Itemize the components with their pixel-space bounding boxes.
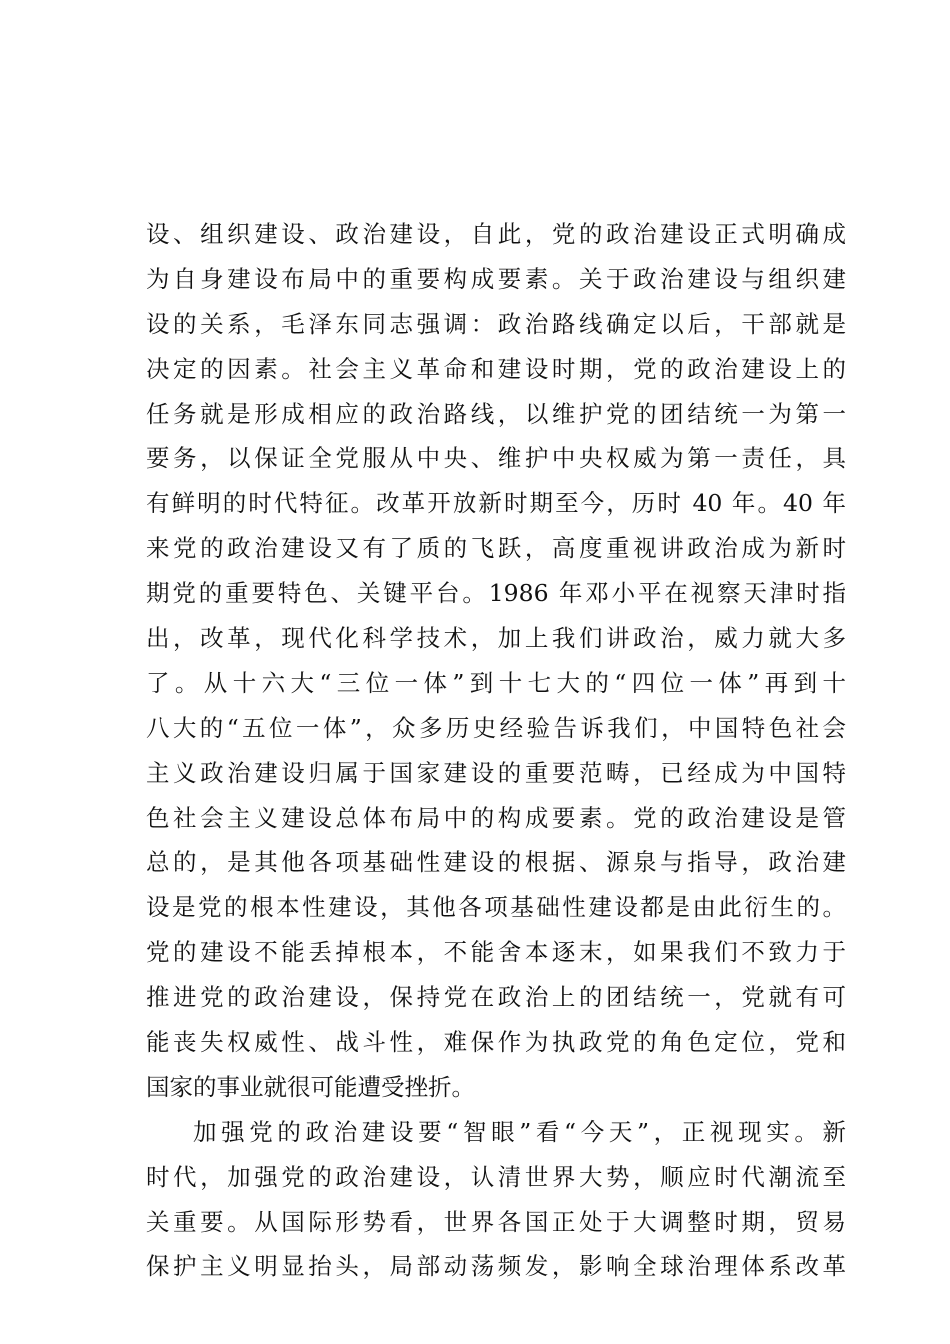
text-line: 任务就是形成相应的政治路线，以维护党的团结统一为第一	[146, 399, 846, 428]
text-line: 设是党的根本性建设，其他各项基础性建设都是由此衍生的。	[146, 893, 846, 922]
text-line: 决定的因素。社会主义革命和建设时期，党的政治建设上的	[146, 354, 846, 383]
text-line: 期党的重要特色、关键平台。1986 年邓小平在视察天津时指	[146, 579, 846, 608]
text-line: 了。从十六大“三位一体”到十七大的“四位一体”再到十	[146, 668, 846, 697]
text-line: 色社会主义建设总体布局中的构成要素。党的政治建设是管	[146, 803, 846, 832]
text-line: 推进党的政治建设，保持党在政治上的团结统一，党就有可	[146, 983, 846, 1012]
text-line: 要务，以保证全党服从中央、维护中央权威为第一责任，具	[146, 444, 846, 473]
paragraph-1	[146, 212, 846, 1110]
text-line: 主义政治建设归属于国家建设的重要范畴，已经成为中国特	[146, 758, 846, 787]
text-line: 设的关系，毛泽东同志强调：政治路线确定以后，干部就是	[146, 309, 846, 338]
text-line: 为自身建设布局中的重要构成要素。关于政治建设与组织建	[146, 264, 846, 293]
text-line: 八大的“五位一体”，众多历史经验告诉我们，中国特色社会	[146, 713, 846, 742]
text-line: 国家的事业就很可能遭受挫折。	[146, 1072, 475, 1101]
text-line: 加强党的政治建设要“智眼”看“今天”，正视现实。新	[193, 1117, 846, 1146]
text-line: 来党的政治建设又有了质的飞跃，高度重视讲政治成为新时	[146, 534, 846, 563]
text-line: 关重要。从国际形势看，世界各国正处于大调整时期，贸易	[146, 1207, 846, 1236]
paragraph-2	[146, 1110, 846, 1290]
text-line: 保护主义明显抬头，局部动荡频发，影响全球治理体系改革	[146, 1252, 846, 1281]
text-line: 设、组织建设、政治建设，自此，党的政治建设正式明确成	[146, 220, 846, 248]
body-text	[146, 212, 846, 1289]
text-line: 时代，加强党的政治建设，认清世界大势，顺应时代潮流至	[146, 1162, 846, 1191]
text-line: 出，改革，现代化科学技术，加上我们讲政治，威力就大多	[146, 624, 846, 653]
text-line: 党的建设不能丢掉根本，不能舍本逐末，如果我们不致力于	[146, 938, 846, 967]
text-line: 能丧失权威性、战斗性，难保作为执政党的角色定位，党和	[146, 1028, 846, 1057]
text-line: 有鲜明的时代特征。改革开放新时期至今，历时 40 年。40 年	[146, 489, 846, 518]
text-line: 总的，是其他各项基础性建设的根据、源泉与指导，政治建	[146, 848, 846, 877]
